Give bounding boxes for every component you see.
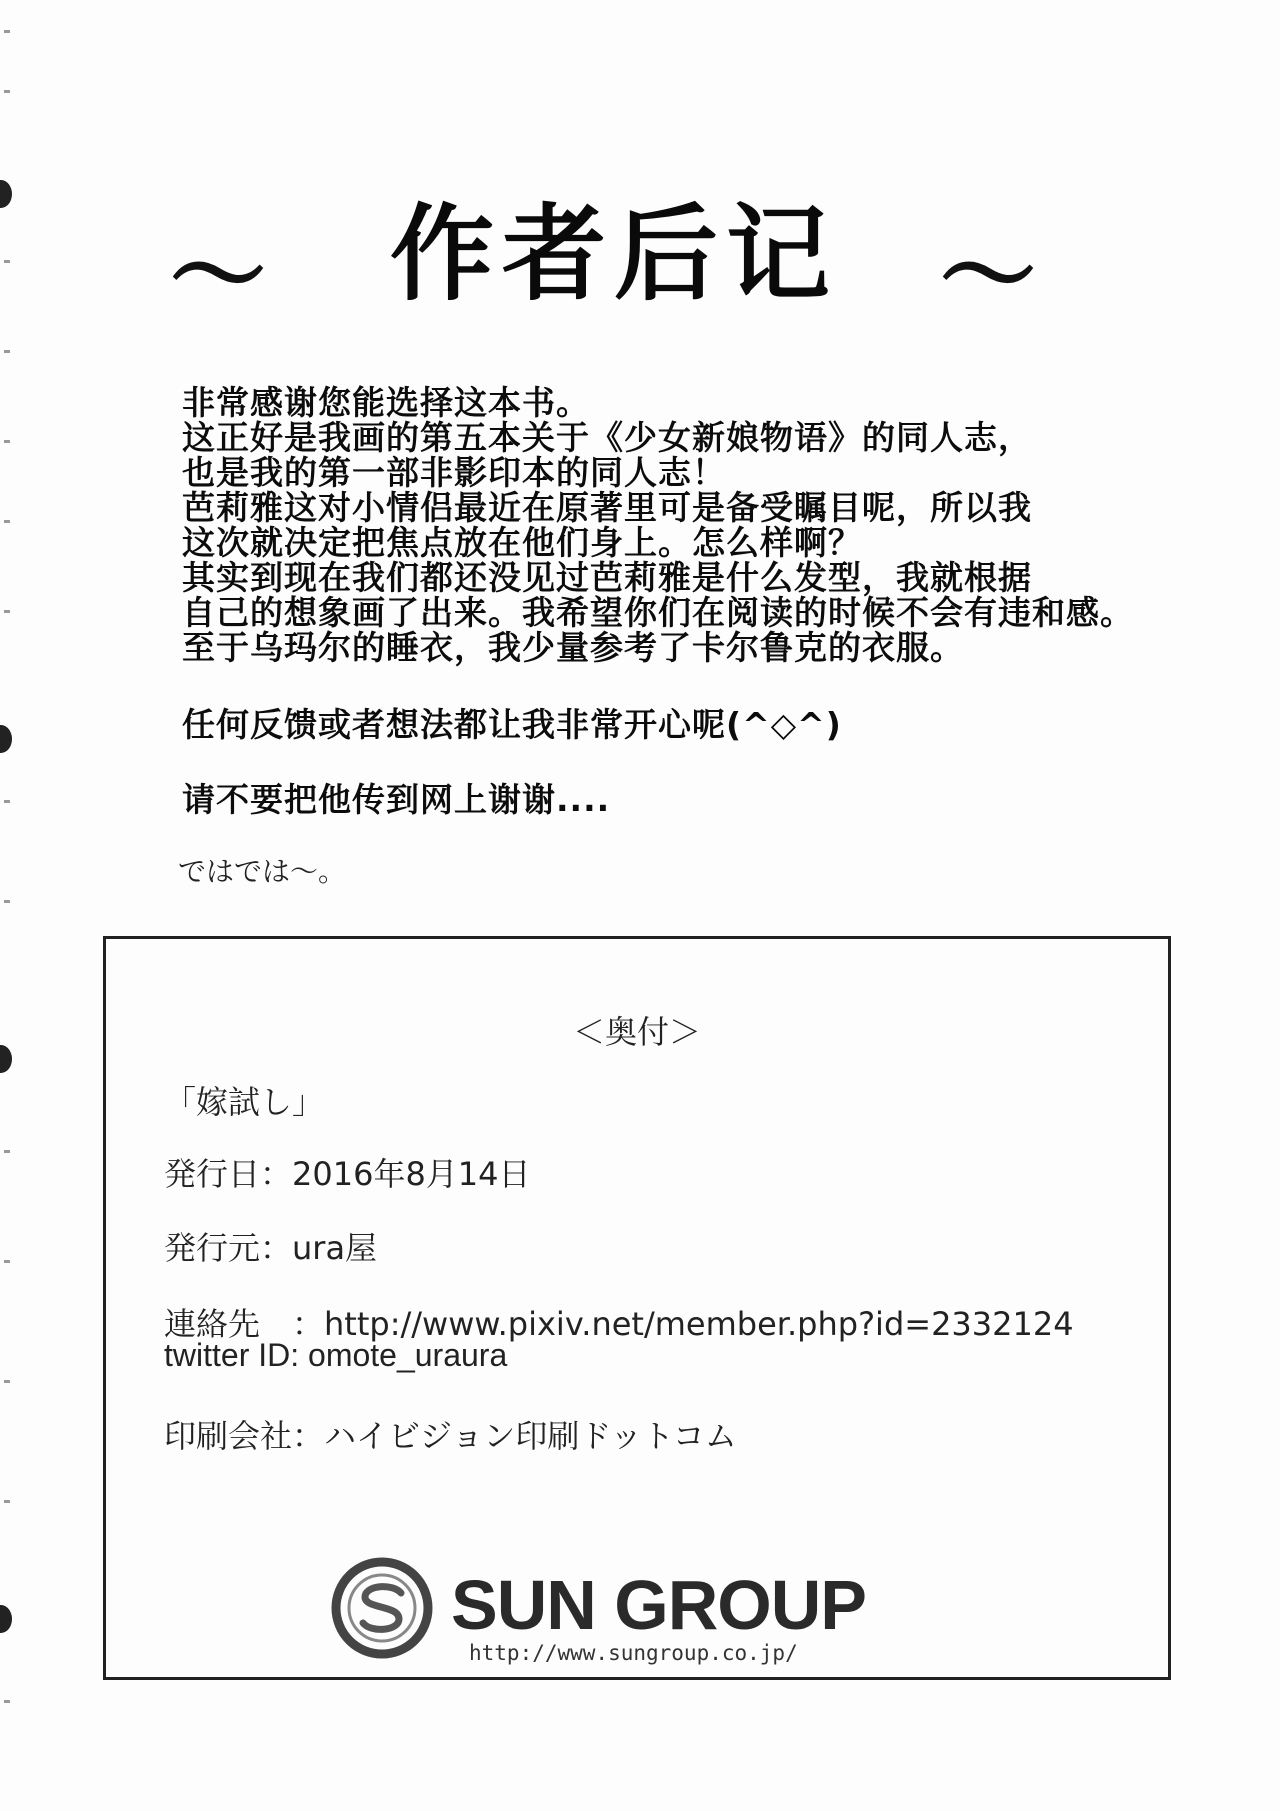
sun-group-logo <box>331 1557 891 1667</box>
edge-mark <box>4 900 10 903</box>
edge-mark <box>4 350 10 353</box>
binding-hole <box>0 1045 12 1073</box>
edge-mark <box>4 30 10 33</box>
binding-hole <box>0 1605 12 1633</box>
edge-mark <box>4 440 10 443</box>
edge-mark <box>4 1150 10 1153</box>
note-line: 非常感谢您能选择这本书。 <box>182 383 590 422</box>
note-line: 也是我的第一部非影印本的同人志！ <box>182 453 726 492</box>
edge-mark <box>4 1500 10 1503</box>
right-tilde-ornament: 〜 <box>940 219 1036 332</box>
edge-mark <box>4 800 10 803</box>
logo-wordmark: SUN GROUP <box>451 1566 866 1644</box>
logo-url: http://www.sungroup.co.jp/ <box>469 1641 798 1665</box>
binding-hole <box>0 180 12 208</box>
edge-mark <box>4 520 10 523</box>
binding-hole <box>0 725 12 753</box>
publisher: 発行元：ura屋 <box>164 1229 378 1267</box>
note-line: 至于乌玛尔的睡衣，我少量参考了卡尔鲁克的衣服。 <box>182 628 964 667</box>
edge-mark <box>4 1380 10 1383</box>
note-line: 自己的想象画了出来。我希望你们在阅读的时候不会有违和感。 <box>182 593 1134 632</box>
contact-link: 連絡先 ：http://www.pixiv.net/member.php?id=2332124 <box>164 1305 1074 1343</box>
printer: 印刷会社：ハイビジョン印刷ドットコム <box>164 1417 737 1455</box>
note-line: 芭莉雅这对小情侣最近在原著里可是备受瞩目呢，所以我 <box>182 488 1032 527</box>
sun-group-logo-icon <box>331 1557 433 1659</box>
note-line: 这正好是我画的第五本关于《少女新娘物语》的同人志， <box>182 418 1032 457</box>
afterword-title <box>150 170 1110 332</box>
edge-mark <box>4 1700 10 1703</box>
publish-date: 発行日：2016年8月14日 <box>164 1155 531 1193</box>
farewell-text: ではでは〜。 <box>178 855 347 888</box>
edge-mark <box>4 260 10 263</box>
colophon-heading: ＜奥付＞ <box>572 1013 701 1051</box>
edge-mark <box>4 1260 10 1263</box>
page-title: 作者后记 <box>390 193 839 315</box>
request-line: 请不要把他传到网上谢谢.... <box>182 780 611 819</box>
feedback-line: 任何反馈或者想法都让我非常开心呢(^◇^) <box>182 705 842 744</box>
author-note <box>182 385 1232 817</box>
edge-mark <box>4 610 10 613</box>
edge-mark <box>4 90 10 93</box>
note-line: 这次就决定把焦点放在他们身上。怎么样啊？ <box>182 523 862 562</box>
twitter-id: twitter ID: omote_uraura <box>164 1337 508 1373</box>
note-line: 其实到现在我们都还没见过芭莉雅是什么发型，我就根据 <box>182 558 1032 597</box>
book-title: 「嫁試し」 <box>164 1083 325 1121</box>
left-tilde-ornament: 〜 <box>170 219 266 332</box>
binding-edge <box>0 0 14 1811</box>
colophon-box <box>103 936 1171 1680</box>
